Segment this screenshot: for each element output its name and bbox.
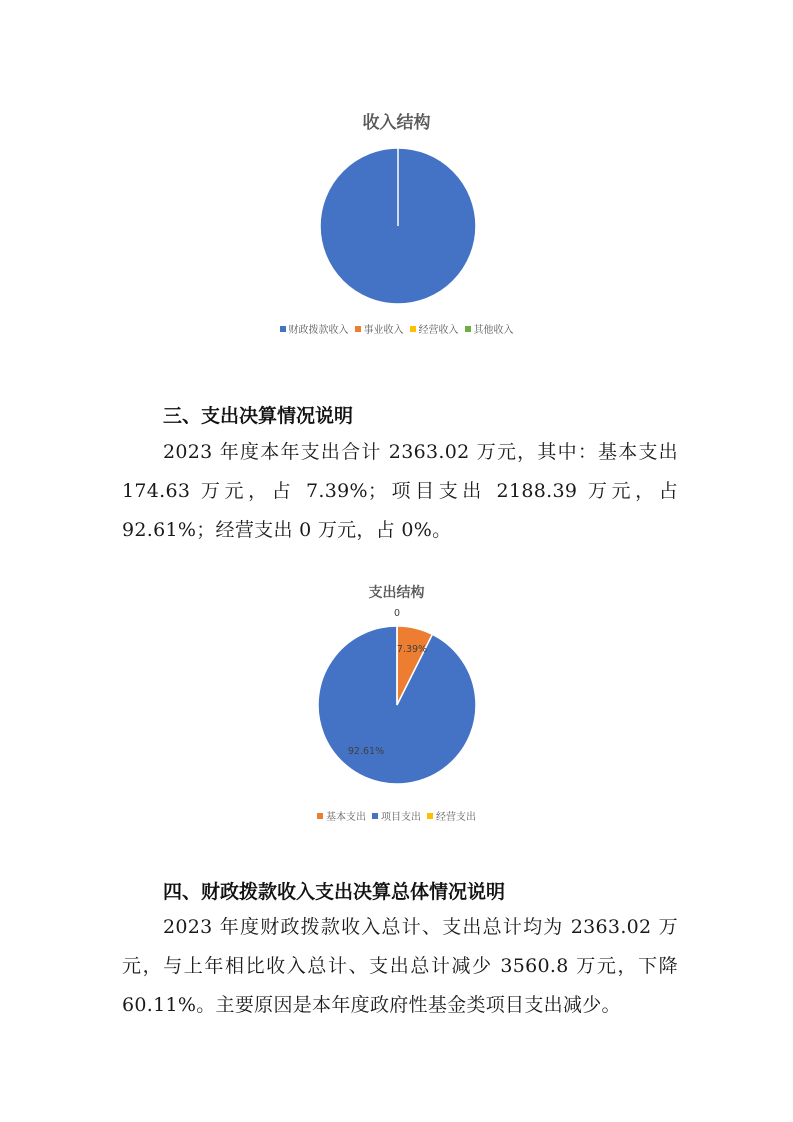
legend-swatch [465, 326, 471, 332]
legend-label: 事业收入 [363, 325, 404, 336]
legend-swatch [410, 326, 416, 332]
pie-data-label: 7.39% [396, 644, 428, 655]
legend-item [372, 808, 421, 823]
legend-label: 财政拨款收入 [288, 325, 349, 336]
legend-swatch [280, 326, 286, 332]
pie-data-label: 0 [393, 608, 401, 619]
legend-label: 基本支出 [326, 812, 366, 823]
section3-paragraph: 2023 年度本年支出合计 2363.02 万元，其中：基本支出 174.63 万元，占 7.39%；项目支出 2188.39 万元，占 92.61%；经营支出 0 万元，占 0%。 [122, 441, 678, 541]
expenditure-chart-legend [0, 808, 793, 823]
legend-item [427, 808, 476, 823]
legend-item [355, 321, 404, 336]
legend-label: 经营收入 [418, 325, 459, 336]
legend-item [465, 321, 514, 336]
income-chart-legend [0, 321, 793, 336]
legend-swatch [317, 813, 323, 819]
legend-label: 经营支出 [436, 812, 476, 823]
section3-heading: 三、支出决算情况说明 [163, 405, 354, 427]
legend-item [280, 321, 349, 336]
legend-swatch [372, 813, 378, 819]
income-pie-chart [320, 148, 476, 304]
expenditure-pie-chart [318, 608, 476, 784]
section4-heading: 四、财政拨款收入支出决算总体情况说明 [163, 881, 506, 903]
legend-item [317, 808, 366, 823]
expenditure-chart-title: 支出结构 [368, 585, 425, 601]
legend-swatch [355, 326, 361, 332]
section4-paragraph: 2023 年度财政拨款收入总计、支出总计均为 2363.02 万元，与上年相比收入总计、支出总计减少 3560.8 万元，下降 60.11%。主要原因是本年度政府性基金类项目支出减少。 [122, 916, 678, 1016]
legend-label: 其他收入 [473, 325, 514, 336]
legend-item [410, 321, 459, 336]
legend-swatch [427, 813, 433, 819]
legend-label: 项目支出 [381, 812, 421, 823]
income-chart-title: 收入结构 [362, 113, 431, 133]
pie-data-label: 92.61% [347, 746, 385, 757]
